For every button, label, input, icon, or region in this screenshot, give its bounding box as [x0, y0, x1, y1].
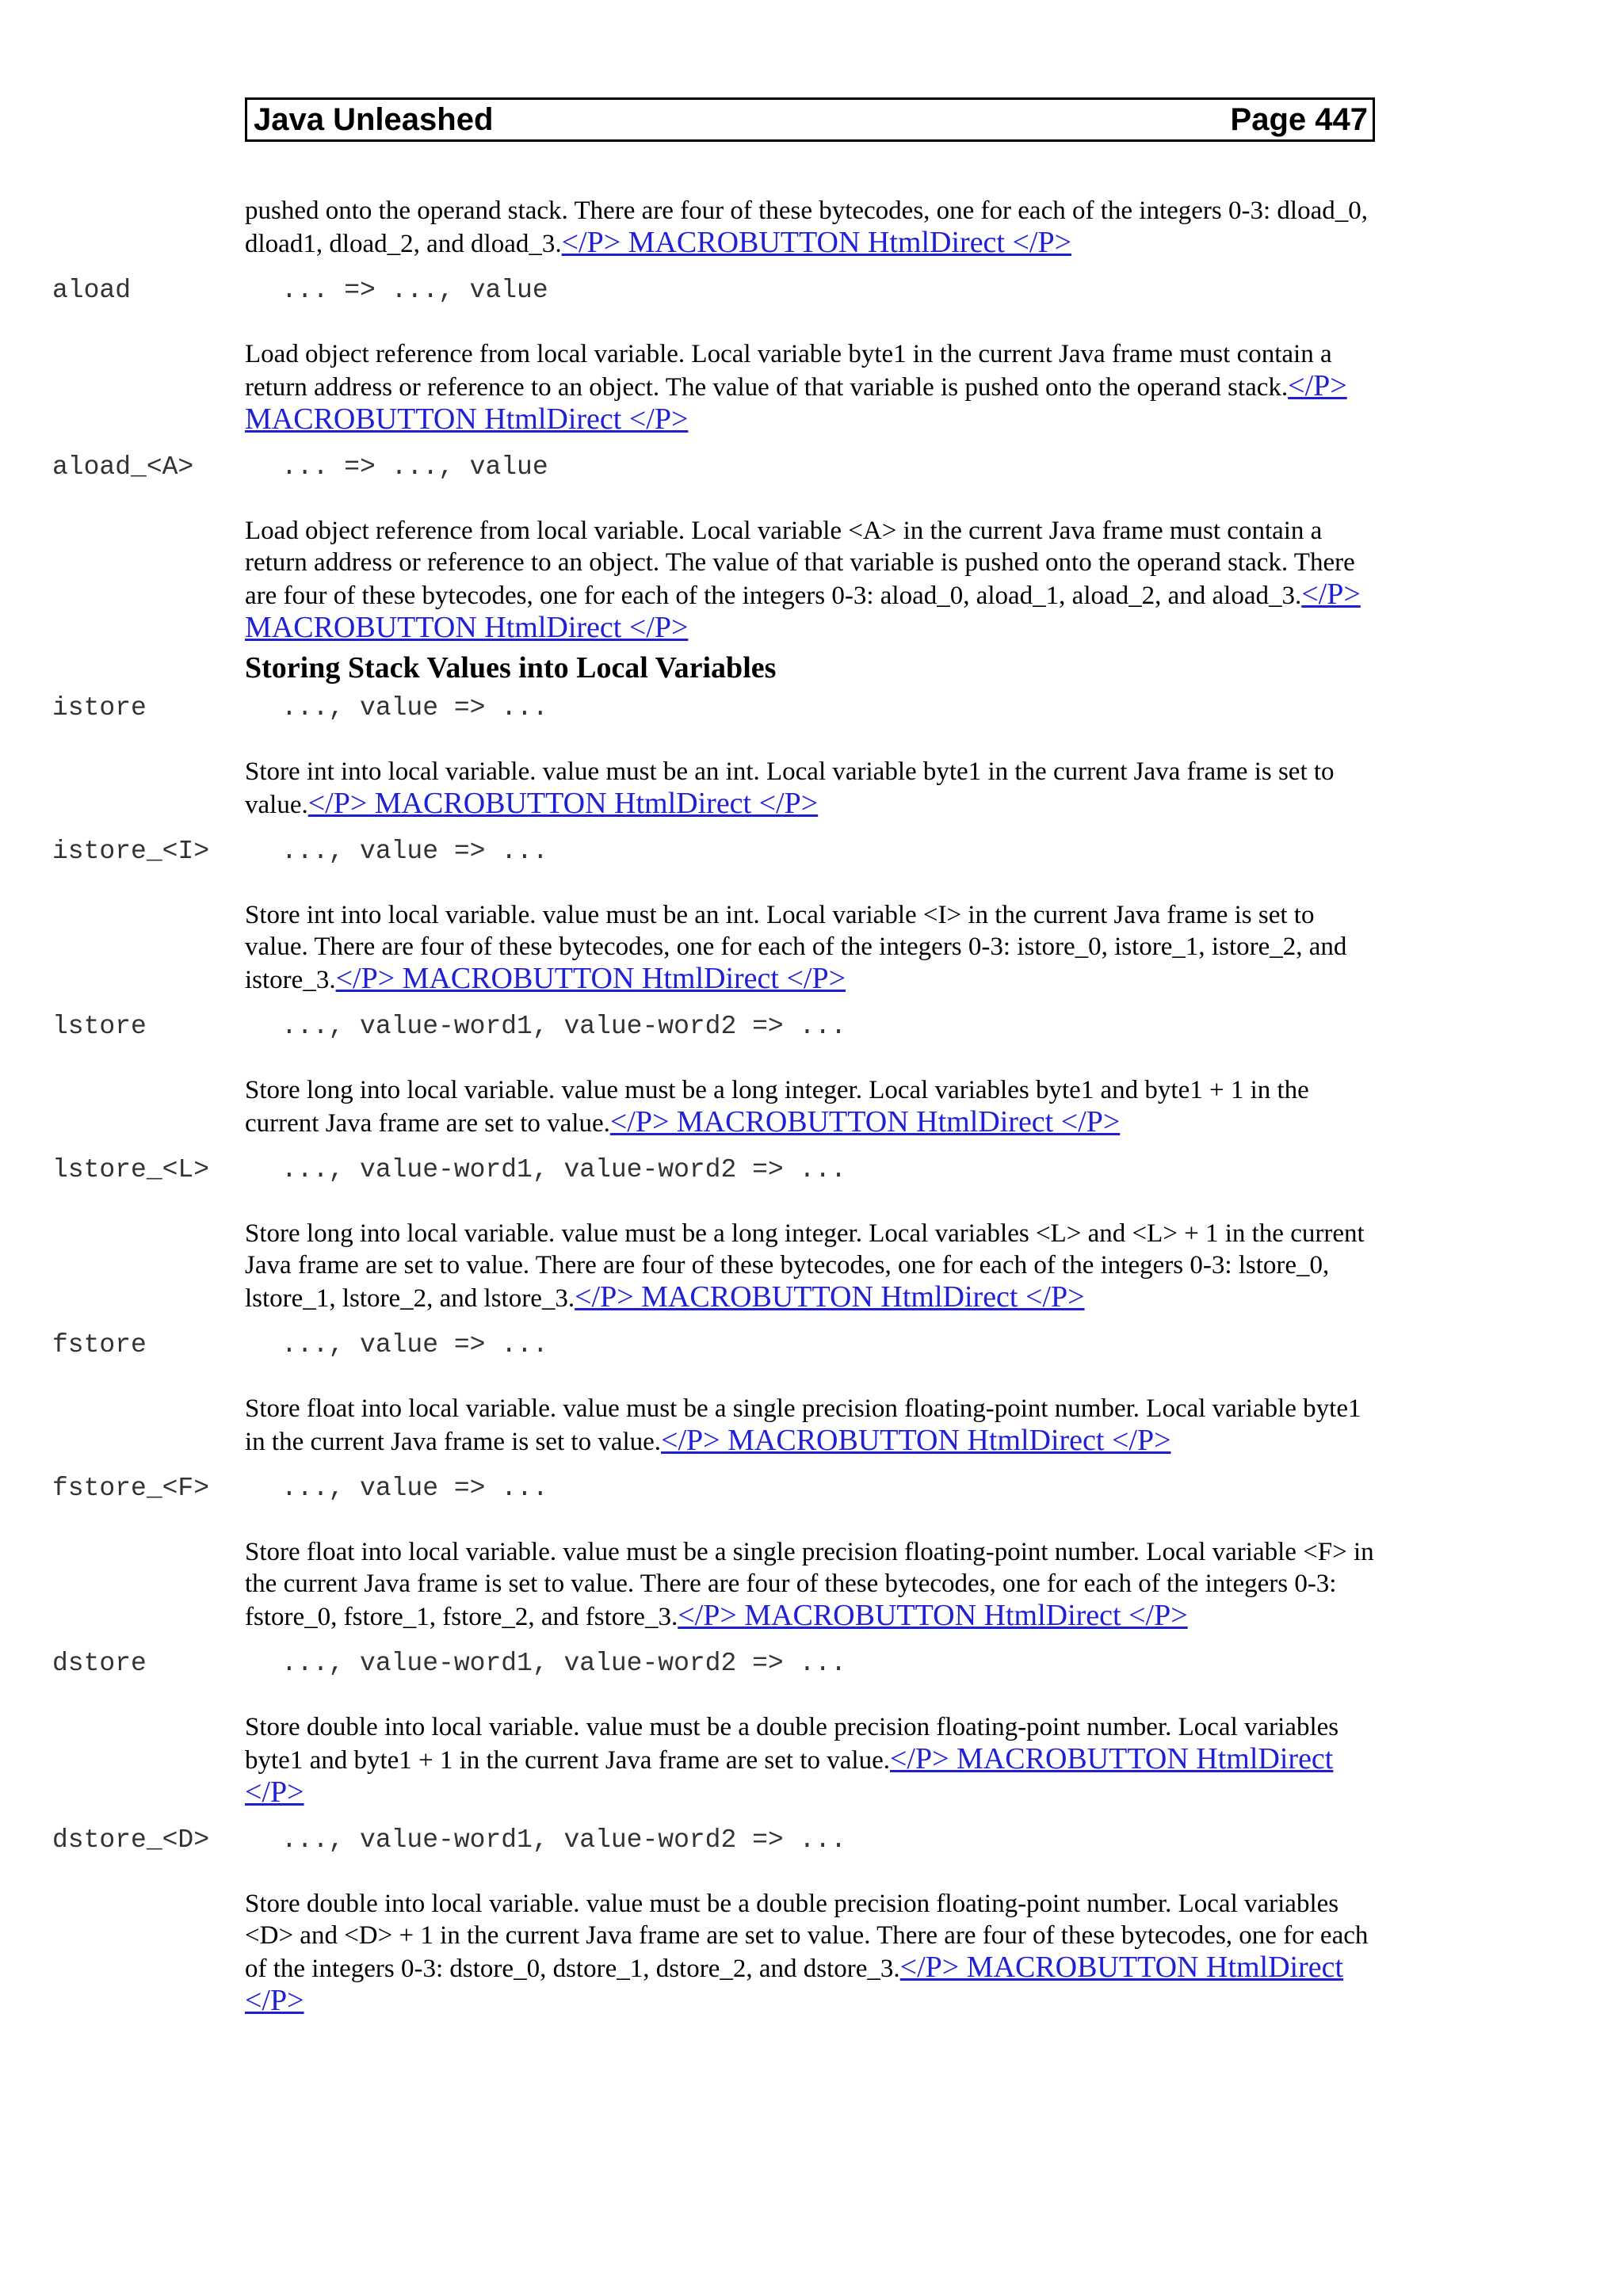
opcode-mnemonic: istore	[52, 693, 147, 723]
opcode-mnemonic: istore_<I>	[52, 837, 210, 866]
opcode-description	[245, 515, 1375, 645]
opcode-row	[52, 452, 1384, 483]
intro-text: pushed onto the operand stack. There are four of these bytecodes, one for each of the integers 0-3: dload_0, dload1, dload_2, and dload_3.	[245, 196, 1368, 258]
opcode-description	[245, 1393, 1375, 1458]
description-text: Store int into local variable. value must be an int. Local variable byte1 in the current Java frame is set to value.	[245, 757, 1335, 819]
opcode-mnemonic: aload	[52, 276, 132, 305]
description-text: Store double into local variable. value must be a double precision floating-point number. Local variables <D> and <D> + 1 in the current Java frame are set to value. There are four of these bytecodes, one for each of the integers 0-3: dstore_0, dstore_1, dstore_2, and dstore_3.	[245, 1890, 1369, 1983]
stack-signature: ..., value-word1, value-word2 => ...	[281, 1012, 846, 1041]
opcode-mnemonic: dstore	[52, 1649, 147, 1678]
macrobutton-link[interactable]: </P> MACROBUTTON HtmlDirect </P>	[575, 1280, 1085, 1314]
opcode-row	[52, 275, 1384, 307]
description-text: Store int into local variable. value must be an int. Local variable <I> in the current Java frame is set to value. There are four of these bytecodes, one for each of the integers 0-3: istore_0, istore_1, istore_2, and istore_3.	[245, 901, 1347, 994]
stack-signature: ..., value => ...	[281, 1474, 548, 1503]
description-text: Load object reference from local variable. Local variable <A> in the current Java frame must contain a return address or reference to an object. The value of that variable is pushed onto the operand stack. There are four of these bytecodes, one for each of the integers 0-3: aload_0, aload_1, aload_2, and aload_3.	[245, 517, 1355, 610]
opcode-row	[52, 1473, 1384, 1505]
opcode-description	[245, 1074, 1375, 1139]
macrobutton-link[interactable]: </P> MACROBUTTON HtmlDirect </P>	[609, 1105, 1121, 1138]
macrobutton-link[interactable]: </P> MACROBUTTON HtmlDirect </P>	[245, 369, 1347, 436]
opcode-mnemonic: dstore_<D>	[52, 1825, 210, 1855]
macrobutton-link[interactable]: </P> MACROBUTTON HtmlDirect </P>	[561, 226, 1072, 259]
opcode-row	[52, 1825, 1384, 1856]
page-number: Page 447	[1230, 101, 1368, 137]
stack-signature: ... => ..., value	[281, 452, 548, 482]
opcode-description	[245, 899, 1375, 996]
opcode-mnemonic: fstore_<F>	[52, 1474, 210, 1503]
stack-signature: ..., value-word1, value-word2 => ...	[281, 1825, 846, 1855]
stack-signature: ..., value => ...	[281, 693, 548, 723]
section-heading: Storing Stack Values into Local Variables	[245, 651, 777, 685]
page-header	[245, 97, 1375, 142]
stack-signature: ..., value => ...	[281, 837, 548, 866]
opcode-mnemonic: aload_<A>	[52, 452, 194, 482]
macrobutton-link[interactable]: </P> MACROBUTTON HtmlDirect </P>	[245, 1742, 1334, 1809]
page-body	[52, 195, 1384, 2018]
opcode-row	[52, 836, 1384, 868]
macrobutton-link[interactable]: </P> MACROBUTTON HtmlDirect </P>	[245, 578, 1361, 644]
opcode-row	[52, 1648, 1384, 1680]
opcode-description	[245, 1711, 1375, 1810]
stack-signature: ..., value-word1, value-word2 => ...	[281, 1649, 846, 1678]
opcode-row	[52, 1329, 1384, 1361]
opcode-row	[52, 692, 1384, 724]
opcode-description	[245, 756, 1375, 821]
macrobutton-link[interactable]: </P> MACROBUTTON HtmlDirect </P>	[661, 1424, 1171, 1457]
description-text: Store float into local variable. value must be a single precision floating-point number. Local variable byte1 in the current Java frame is set to value.	[245, 1394, 1361, 1456]
opcode-description	[245, 1536, 1375, 1633]
opcode-mnemonic: lstore	[52, 1012, 147, 1041]
opcode-description	[245, 1888, 1375, 2018]
stack-signature: ..., value => ...	[281, 1330, 548, 1360]
opcode-row	[52, 1154, 1384, 1186]
description-text: Store long into local variable. value must be a long integer. Local variables <L> and <L> + 1 in the current Java frame are set to value. There are four of these bytecodes, one for each of the integers 0-3: lstore_0, lstore_1, lstore_2, and lstore_3.	[245, 1219, 1365, 1313]
opcode-row	[52, 1011, 1384, 1043]
description-text: Load object reference from local variable. Local variable byte1 in the current Java frame must contain a return address or reference to an object. The value of that variable is pushed onto the operand stack.	[245, 340, 1332, 402]
intro-paragraph	[245, 195, 1375, 260]
description-text: Store float into local variable. value must be a single precision floating-point number. Local variable <F> in the current Java frame is set to value. There are four of these bytecodes, one for each of the integers 0-3: fstore_0, fstore_1, fstore_2, and fstore_3.	[245, 1538, 1374, 1631]
opcode-mnemonic: fstore	[52, 1330, 147, 1360]
macrobutton-link[interactable]: </P> MACROBUTTON HtmlDirect </P>	[245, 1951, 1344, 2017]
stack-signature: ..., value-word1, value-word2 => ...	[281, 1155, 846, 1184]
stack-signature: ... => ..., value	[281, 276, 548, 305]
description-text: Store double into local variable. value must be a double precision floating-point number. Local variables byte1 and byte1 + 1 in the current Java frame are set to value.	[245, 1713, 1339, 1775]
macrobutton-link[interactable]: </P> MACROBUTTON HtmlDirect </P>	[678, 1599, 1188, 1632]
opcode-description	[245, 338, 1375, 437]
opcode-description	[245, 1218, 1375, 1314]
book-title: Java Unleashed	[254, 101, 494, 137]
macrobutton-link[interactable]: </P> MACROBUTTON HtmlDirect </P>	[335, 962, 846, 995]
description-text: Store long into local variable. value must be a long integer. Local variables byte1 and byte1 + 1 in the current Java frame are set to value.	[245, 1076, 1309, 1138]
opcode-mnemonic: lstore_<L>	[52, 1155, 210, 1184]
macrobutton-link[interactable]: </P> MACROBUTTON HtmlDirect </P>	[307, 787, 819, 820]
